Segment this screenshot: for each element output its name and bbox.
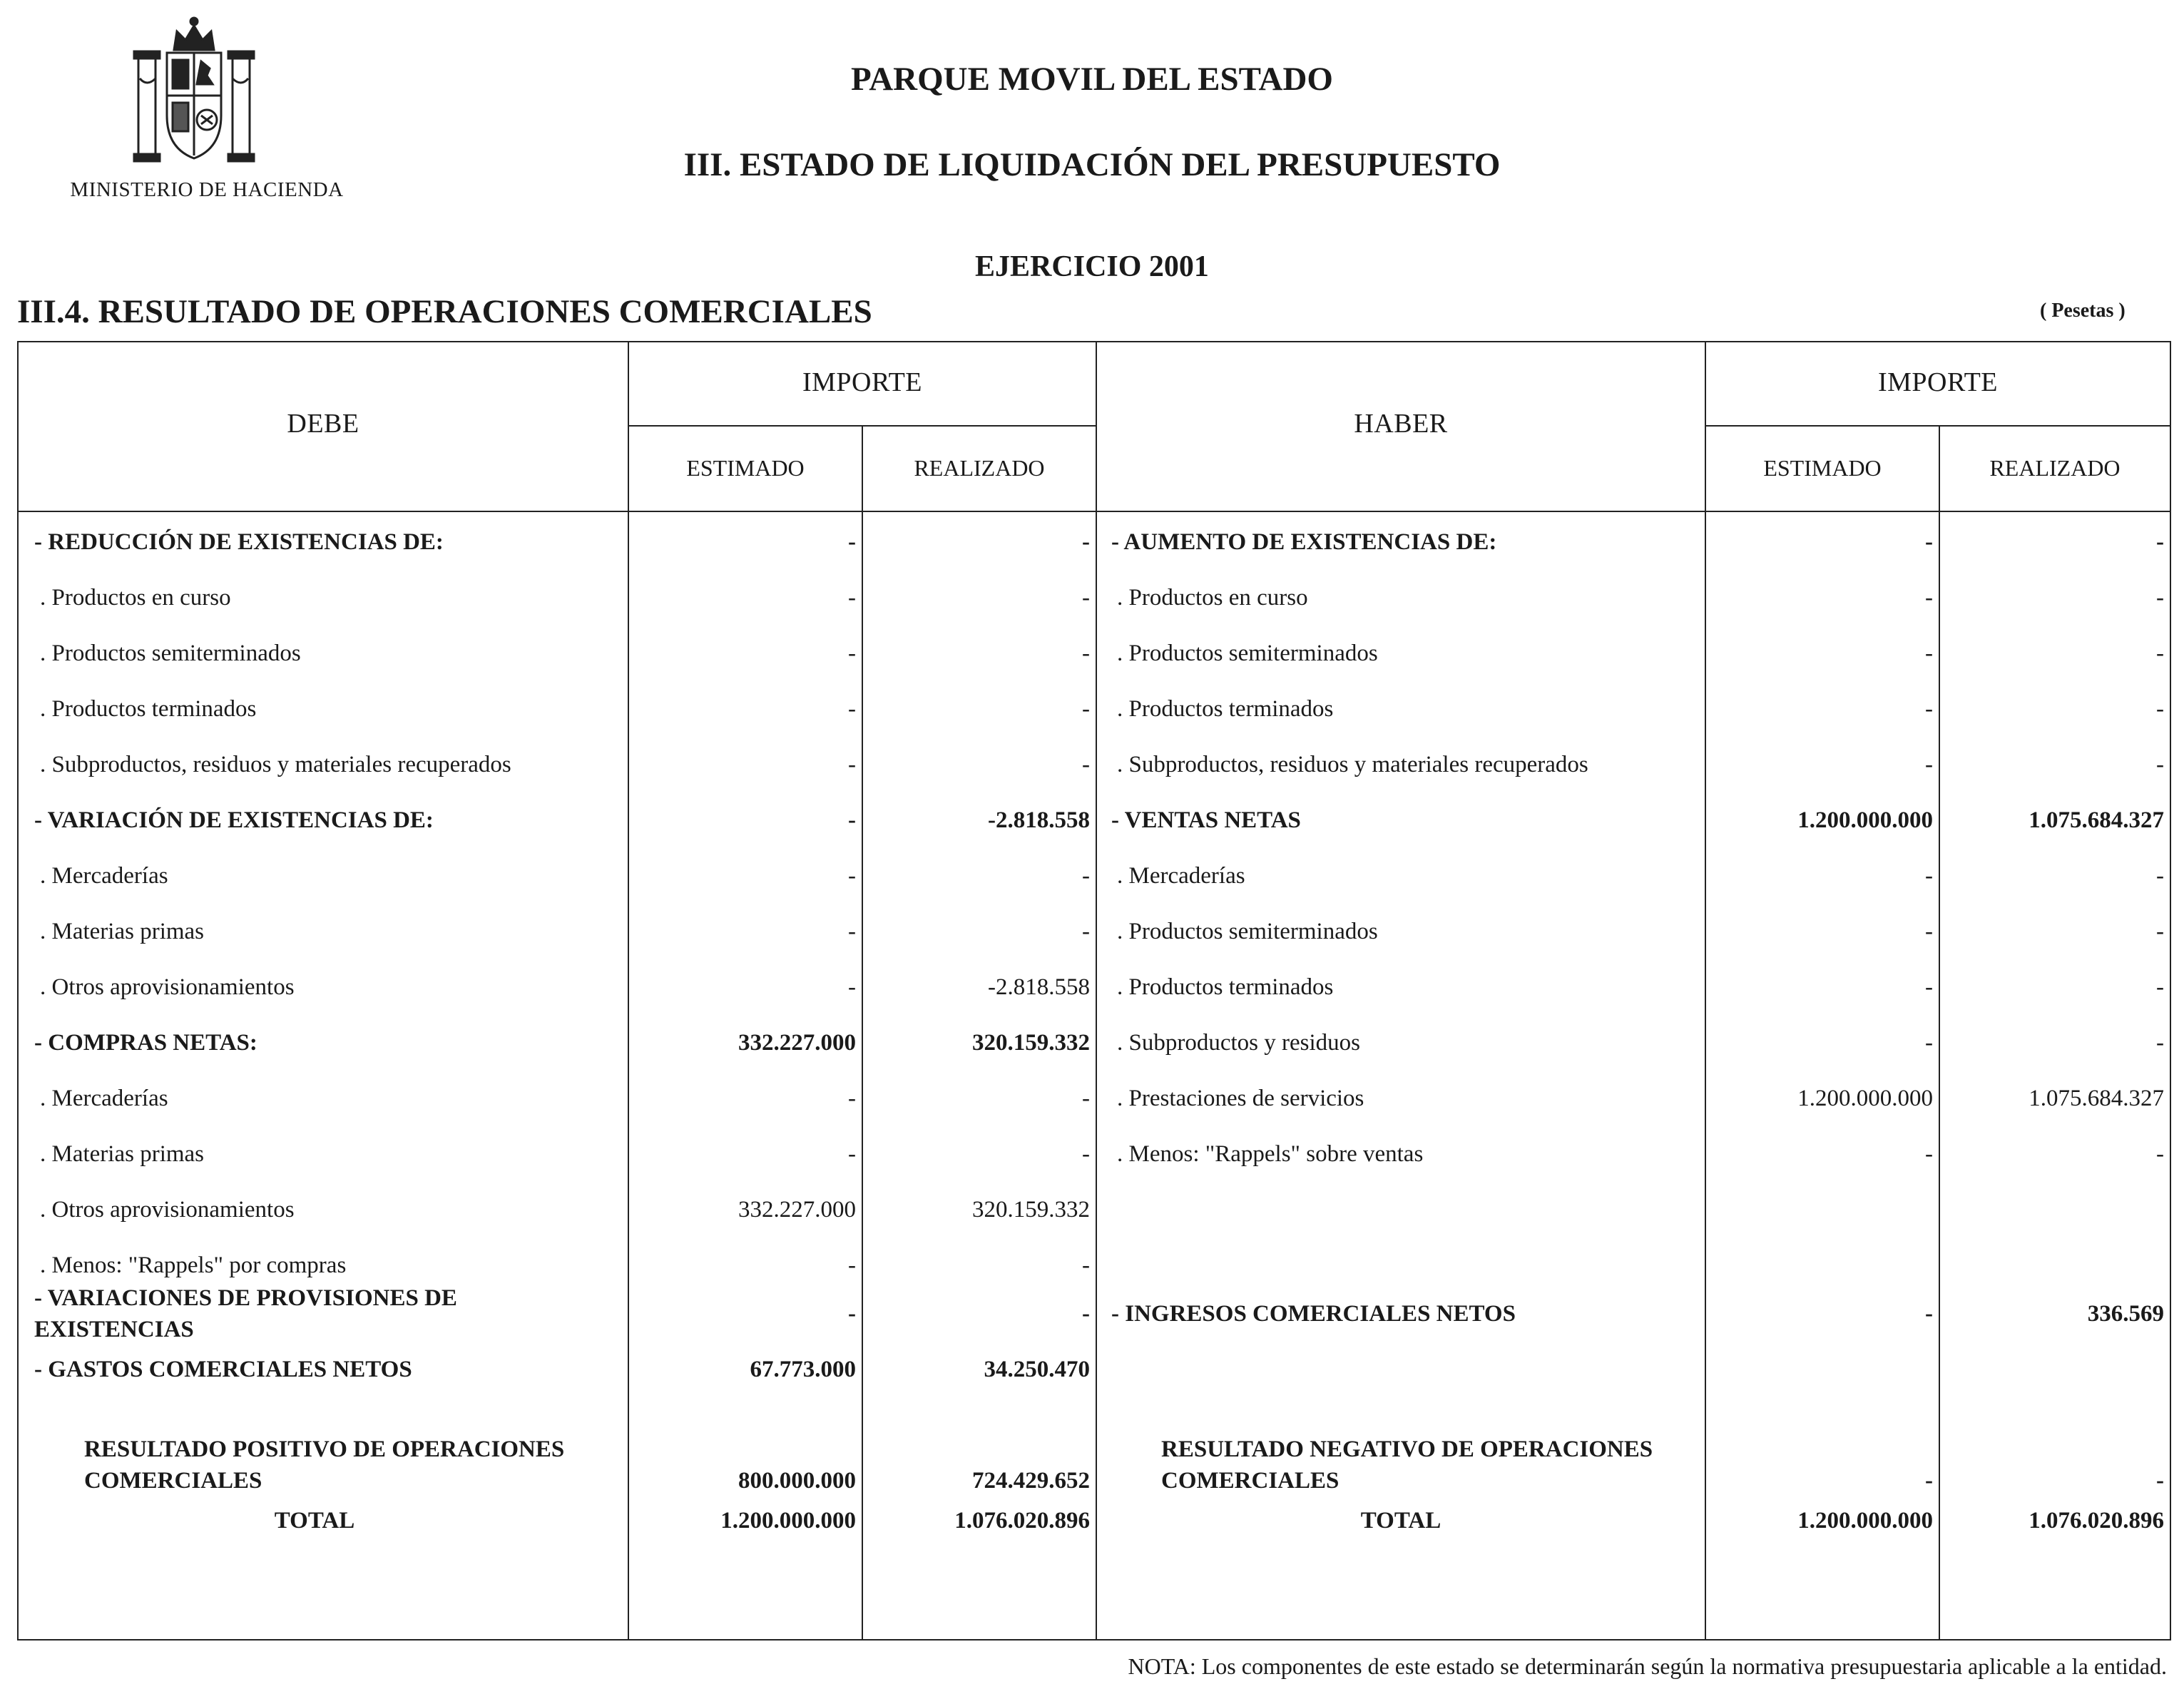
- debe-row-estimado: -: [848, 863, 856, 889]
- debe-row-estimado: -: [848, 1252, 856, 1278]
- haber-row-estimado: -: [1925, 529, 1933, 555]
- debe-row-label: . Otros aprovisionamientos: [40, 974, 295, 1000]
- haber-row-label: . Productos en curso: [1117, 585, 1308, 611]
- debe-row-estimado: 332.227.000: [738, 1030, 856, 1056]
- debe-row-estimado: -: [848, 919, 856, 944]
- debe-row-label: . Otros aprovisionamientos: [40, 1197, 295, 1223]
- debe-row-realizado: -: [1082, 919, 1090, 944]
- haber-row-realizado: -: [2156, 585, 2164, 611]
- estimado-header-right: ESTIMADO: [1763, 455, 1882, 481]
- haber-row-estimado: -: [1925, 863, 1933, 889]
- haber-row-label: . Productos terminados: [1117, 974, 1334, 1000]
- debe-row-label: . Mercaderías: [40, 1086, 168, 1111]
- haber-row-label: - VENTAS NETAS: [1111, 807, 1301, 833]
- haber-header: HABER: [1354, 409, 1448, 439]
- haber-row-realizado: 336.569: [2087, 1301, 2164, 1327]
- haber-row-label: . Subproductos y residuos: [1117, 1030, 1360, 1056]
- section-title: III.4. RESULTADO DE OPERACIONES COMERCIALES: [17, 293, 872, 330]
- debe-row-estimado: 67.773.000: [750, 1357, 856, 1382]
- debe-total-label: TOTAL: [274, 1508, 355, 1534]
- statement-title: III. ESTADO DE LIQUIDACIÓN DEL PRESUPUESTO: [683, 146, 1501, 183]
- haber-row-label: . Prestaciones de servicios: [1117, 1086, 1364, 1111]
- haber-row-estimado: -: [1925, 641, 1933, 666]
- divider: [1706, 425, 2170, 427]
- debe-row-label: . Productos terminados: [40, 696, 257, 722]
- debe-row-estimado: -: [848, 752, 856, 777]
- haber-row-label: - INGRESOS COMERCIALES NETOS: [1111, 1301, 1516, 1327]
- debe-row-estimado: -: [848, 1301, 856, 1327]
- divider: [1096, 342, 1097, 1639]
- debe-row-label: . Productos semiterminados: [40, 641, 301, 666]
- debe-total-realizado: 1.076.020.896: [954, 1508, 1090, 1534]
- debe-row-realizado: 320.159.332: [972, 1030, 1090, 1056]
- debe-row-label: - GASTOS COMERCIALES NETOS: [34, 1357, 412, 1382]
- haber-row-estimado: 1.200.000.000: [1797, 1086, 1933, 1111]
- debe-row-realizado: -: [1082, 1141, 1090, 1167]
- haber-row-label: . Productos semiterminados: [1117, 919, 1378, 944]
- debe-row-realizado: 320.159.332: [972, 1197, 1090, 1223]
- debe-row-estimado: -: [848, 1141, 856, 1167]
- debe-row-estimado: 332.227.000: [738, 1197, 856, 1223]
- haber-row-realizado: -: [2156, 641, 2164, 666]
- estimado-header-left: ESTIMADO: [686, 455, 805, 481]
- divider: [629, 425, 1096, 427]
- haber-row-label: . Productos terminados: [1117, 696, 1334, 722]
- debe-row-label: - VARIACIONES DE PROVISIONES DE EXISTENCIAS: [34, 1285, 457, 1342]
- debe-result-label: RESULTADO POSITIVO DE OPERACIONES COMERCIALES: [84, 1437, 565, 1494]
- ministry-label: MINISTERIO DE HACIENDA: [70, 178, 344, 201]
- haber-row-estimado: -: [1925, 752, 1933, 777]
- haber-total-estimado: 1.200.000.000: [1797, 1508, 1933, 1534]
- haber-row-estimado: -: [1925, 1141, 1933, 1167]
- haber-result-label: RESULTADO NEGATIVO DE OPERACIONES COMERCIALES: [1161, 1437, 1653, 1494]
- debe-result-realizado: 724.429.652: [972, 1468, 1090, 1494]
- debe-row-realizado: -: [1082, 641, 1090, 666]
- statement-table: [17, 341, 2171, 1640]
- haber-row-realizado: -: [2156, 974, 2164, 1000]
- realizado-header-left: REALIZADO: [914, 455, 1045, 481]
- debe-row-estimado: -: [848, 641, 856, 666]
- haber-row-estimado: -: [1925, 974, 1933, 1000]
- importe-header-right: IMPORTE: [1877, 367, 1998, 397]
- debe-result-estimado: 800.000.000: [738, 1468, 856, 1494]
- debe-row-label: - REDUCCIÓN DE EXISTENCIAS DE:: [34, 529, 444, 555]
- haber-row-realizado: -: [2156, 696, 2164, 722]
- debe-row-realizado: -: [1082, 585, 1090, 611]
- debe-row-realizado: -: [1082, 529, 1090, 555]
- haber-row-label: . Subproductos, residuos y materiales recuperados: [1117, 752, 1588, 777]
- haber-row-realizado: -: [2156, 1141, 2164, 1167]
- debe-header: DEBE: [287, 409, 359, 439]
- haber-row-label: . Menos: "Rappels" sobre ventas: [1117, 1141, 1424, 1167]
- haber-row-estimado: -: [1925, 1030, 1933, 1056]
- debe-row-realizado: -: [1082, 1086, 1090, 1111]
- debe-row-estimado: -: [848, 1086, 856, 1111]
- debe-row-realizado: -: [1082, 752, 1090, 777]
- haber-row-estimado: -: [1925, 919, 1933, 944]
- haber-row-realizado: -: [2156, 919, 2164, 944]
- debe-row-realizado: 34.250.470: [984, 1357, 1090, 1382]
- debe-row-estimado: -: [848, 529, 856, 555]
- haber-row-realizado: 1.075.684.327: [2029, 807, 2164, 833]
- footnote: NOTA: Los componentes de este estado se determinarán según la normativa presupuestaria aplicable a la entidad.: [1128, 1653, 2167, 1679]
- haber-row-realizado: -: [2156, 752, 2164, 777]
- debe-row-label: . Subproductos, residuos y materiales recuperados: [40, 752, 511, 777]
- divider: [19, 511, 2170, 512]
- haber-row-label: . Productos semiterminados: [1117, 641, 1378, 666]
- organization-title: PARQUE MOVIL DEL ESTADO: [851, 61, 1333, 98]
- haber-row-label: . Mercaderías: [1117, 863, 1245, 889]
- haber-row-estimado: -: [1925, 1301, 1933, 1327]
- haber-row-estimado: -: [1925, 696, 1933, 722]
- haber-total-realizado: 1.076.020.896: [2029, 1508, 2164, 1534]
- haber-total-label: TOTAL: [1360, 1508, 1441, 1534]
- debe-row-label: - VARIACIÓN DE EXISTENCIAS DE:: [34, 807, 434, 833]
- debe-row-realizado: -: [1082, 1252, 1090, 1278]
- debe-row-estimado: -: [848, 807, 856, 833]
- debe-row-realizado: -2.818.558: [988, 974, 1090, 1000]
- realizado-header-right: REALIZADO: [1989, 455, 2121, 481]
- debe-row-estimado: -: [848, 696, 856, 722]
- haber-row-label: - AUMENTO DE EXISTENCIAS DE:: [1111, 529, 1497, 555]
- debe-row-estimado: -: [848, 974, 856, 1000]
- debe-row-realizado: -: [1082, 1301, 1090, 1327]
- haber-row-realizado: -: [2156, 863, 2164, 889]
- fiscal-year: EJERCICIO 2001: [975, 250, 1209, 283]
- haber-row-realizado: -: [2156, 529, 2164, 555]
- debe-row-label: . Productos en curso: [40, 585, 231, 611]
- debe-row-realizado: -: [1082, 863, 1090, 889]
- haber-row-estimado: -: [1925, 585, 1933, 611]
- haber-row-realizado: 1.075.684.327: [2029, 1086, 2164, 1111]
- debe-row-label: - COMPRAS NETAS:: [34, 1030, 257, 1056]
- debe-row-estimado: -: [848, 585, 856, 611]
- debe-row-realizado: -: [1082, 696, 1090, 722]
- debe-row-label: . Materias primas: [40, 919, 205, 944]
- currency-label: ( Pesetas ): [2040, 300, 2126, 322]
- debe-row-label: . Mercaderías: [40, 863, 168, 889]
- debe-row-realizado: -2.818.558: [988, 807, 1090, 833]
- haber-row-estimado: 1.200.000.000: [1797, 807, 1933, 833]
- debe-row-label: . Menos: "Rappels" por compras: [40, 1252, 347, 1278]
- debe-row-label: . Materias primas: [40, 1141, 205, 1167]
- haber-result-realizado: -: [2156, 1468, 2164, 1494]
- haber-result-estimado: -: [1925, 1468, 1933, 1494]
- importe-header-left: IMPORTE: [802, 367, 922, 397]
- haber-row-realizado: -: [2156, 1030, 2164, 1056]
- debe-total-estimado: 1.200.000.000: [720, 1508, 856, 1534]
